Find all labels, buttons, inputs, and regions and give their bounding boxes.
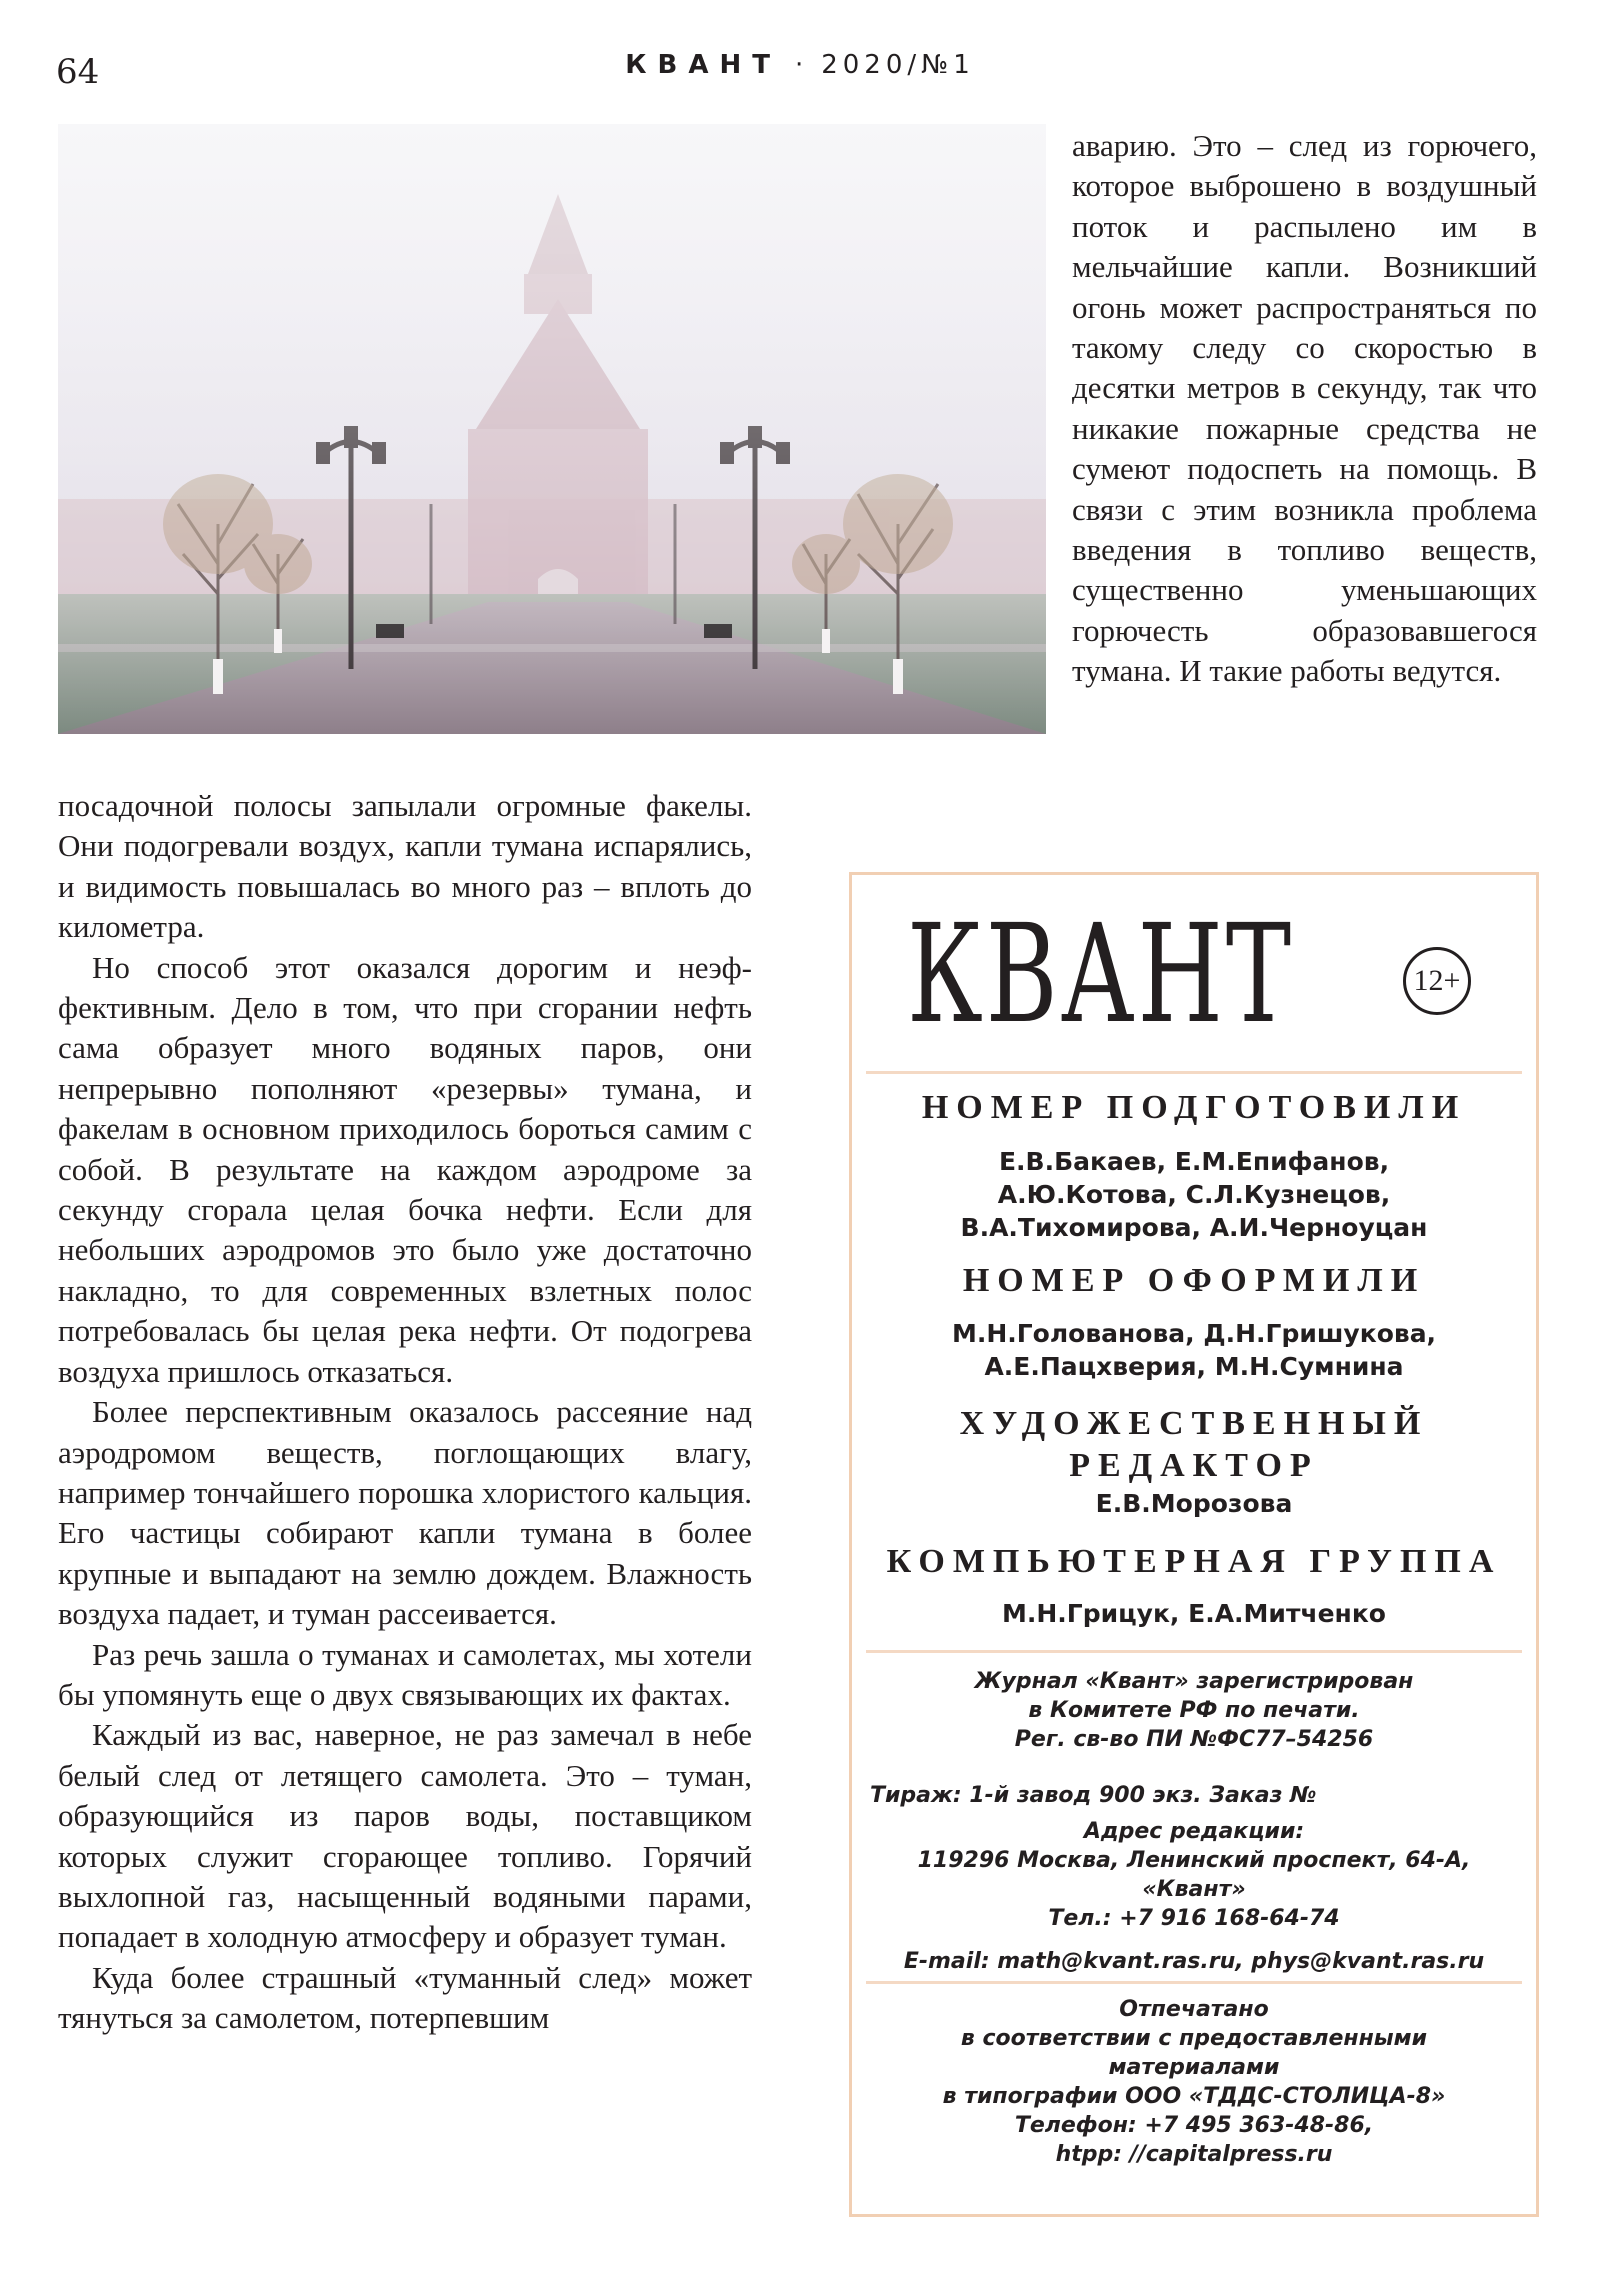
name-line: М.Н.Грицук, Е.А.Митченко [1002, 1599, 1386, 1628]
names-prepared-by [852, 1145, 1536, 1244]
paragraph: Раз речь зашла о туманах и самолетах, мы хотели бы упомянуть еще о двух связывающих их фактах. [58, 1636, 752, 1712]
paragraph: Каждый из вас, наверное, не раз замечал в небе белый след от летящего самолета. Это – туман, образующийся из паров воды, поставщиком которых служит сгорающее топливо. Горячий выхлопной газ, насыщенный водяными парами, попадает в холодную атмосферу и образует туман. [58, 1717, 752, 1955]
heading-computer-group: КОМПЬЮТЕРНАЯ ГРУППА [886, 1543, 1502, 1580]
name-line: Е.В.Бакаев, Е.М.Епифанов, [998, 1147, 1390, 1176]
heading-art-editor [852, 1403, 1536, 1487]
kvant-logo: КВАНТ [907, 896, 1295, 1054]
paragraph: аварию. Это – след из горючего, которое выброшено в воздушный поток и распылено им в мельчайшие капли. Возникший огонь может распространяться по такому следу со скоростью в десятки метров в секунду, так что никакие пожарные средства не сумеют подоспеть на помощь. В связи с этим возникла проблема введения в топливо веществ, существенно уменьшающих горючесть образовавшегося тумана. И такие работы ведутся. [1072, 128, 1537, 689]
name-line: А.Ю.Котова, С.Л.Кузнецов, [997, 1180, 1391, 1209]
magazine-name: КВАНТ [625, 50, 781, 80]
logo-row [852, 895, 1536, 1055]
name-line: Е.В.Морозова [1095, 1489, 1293, 1518]
paragraph: посадочной полосы запылали огромные факелы. Они подогревали воздух, капли тумана испарялись, и видимость повышалась во много раз – вплоть до километра. [58, 788, 752, 945]
names-designed-by [852, 1317, 1536, 1383]
right-column-text [1072, 126, 1537, 692]
names-art-editor [852, 1487, 1536, 1520]
info-line: 119296 Москва, Ленинский проспект, 64-А, [917, 1848, 1471, 1873]
page-number: 64 [56, 52, 100, 92]
names-computer-group [852, 1597, 1536, 1630]
heading-designed-by: НОМЕР ОФОРМИЛИ [962, 1262, 1426, 1299]
issue-number: 2020/№1 [821, 50, 975, 80]
info-line: материалами [1108, 2055, 1280, 2080]
imprint-box [849, 872, 1539, 2217]
name-line: В.А.Тихомирова, А.И.Черноуцан [960, 1213, 1428, 1242]
paragraph: Куда более страшный «туманный след» может тянуться за самолетом, потерпевшим [58, 1959, 752, 2036]
paragraph: Более перспективным оказалось рассеяние над аэродромом веществ, поглощающих влагу, например тончайшего порошка хлористого кальция. Его частицы собирают капли тумана в более крупные и выпадают на землю дождем. Влажность воздуха падает, и туман рассеивается. [58, 1394, 752, 1632]
header-separator: · [794, 50, 808, 80]
age-rating-badge: 12+ [1403, 947, 1471, 1015]
info-line: Рег. св-во ПИ №ФС77–54256 [1014, 1727, 1374, 1752]
info-line: Тел.: +7 916 168-64-74 [1048, 1906, 1340, 1931]
info-line: в Комитете РФ по печати. [1028, 1698, 1360, 1723]
info-line: Журнал «Квант» зарегистрирован [974, 1669, 1414, 1694]
email-info[interactable]: E-mail: math@kvant.ras.ru, phys@kvant.ras.ru [903, 1949, 1485, 1974]
name-line: А.Е.Пацхверия, М.Н.Сумнина [984, 1352, 1404, 1381]
info-line: в типографии ООО «ТДДС-СТОЛИЦА-8» [942, 2084, 1446, 2109]
heading-line: ХУДОЖЕСТВЕННЫЙ [959, 1405, 1429, 1442]
divider [866, 1071, 1522, 1074]
circulation-info: Тираж: 1-й завод 900 экз. Заказ № [870, 1783, 1317, 1808]
divider [866, 1650, 1522, 1653]
printing-info [852, 1995, 1536, 2169]
info-line: Отпечатано [1119, 1997, 1269, 2022]
photo-illustration [58, 124, 1046, 734]
left-column-text [58, 786, 752, 2039]
info-line: «Квант» [1142, 1877, 1246, 1902]
divider [866, 1981, 1522, 1984]
heading-line: РЕДАКТОР [1069, 1447, 1319, 1484]
info-line: в соответствии с предоставленными [960, 2026, 1428, 2051]
paragraph: Но способ этот оказался дорогим и неэффективным. Дело в том, что при сгорании нефть сама образует много водяных паров, они непрерывно пополняют «резервы» тумана, и факелам в основном приходилось бороться самим с собой. В результате на каждом аэродроме за секунду сгорала целая бочка нефти. Если для небольших аэродромов это было уже достаточно накладно, то для современных взлетных полос потребовалась бы целая река нефти. От подогрева воздуха пришлось отказаться. [58, 949, 752, 1389]
info-line: htpp: //capitalpress.ru [1055, 2142, 1333, 2167]
photo-misty-park [58, 124, 1046, 734]
name-line: М.Н.Голованова, Д.Н.Гришукова, [951, 1319, 1437, 1348]
running-head [0, 50, 1600, 80]
info-line: Адрес редакции: [1083, 1819, 1305, 1844]
info-line: Телефон: +7 495 363-48-86, [1014, 2113, 1374, 2138]
heading-prepared-by: НОМЕР ПОДГОТОВИЛИ [921, 1089, 1467, 1126]
editorial-address [852, 1817, 1536, 1933]
registration-info [852, 1667, 1536, 1754]
